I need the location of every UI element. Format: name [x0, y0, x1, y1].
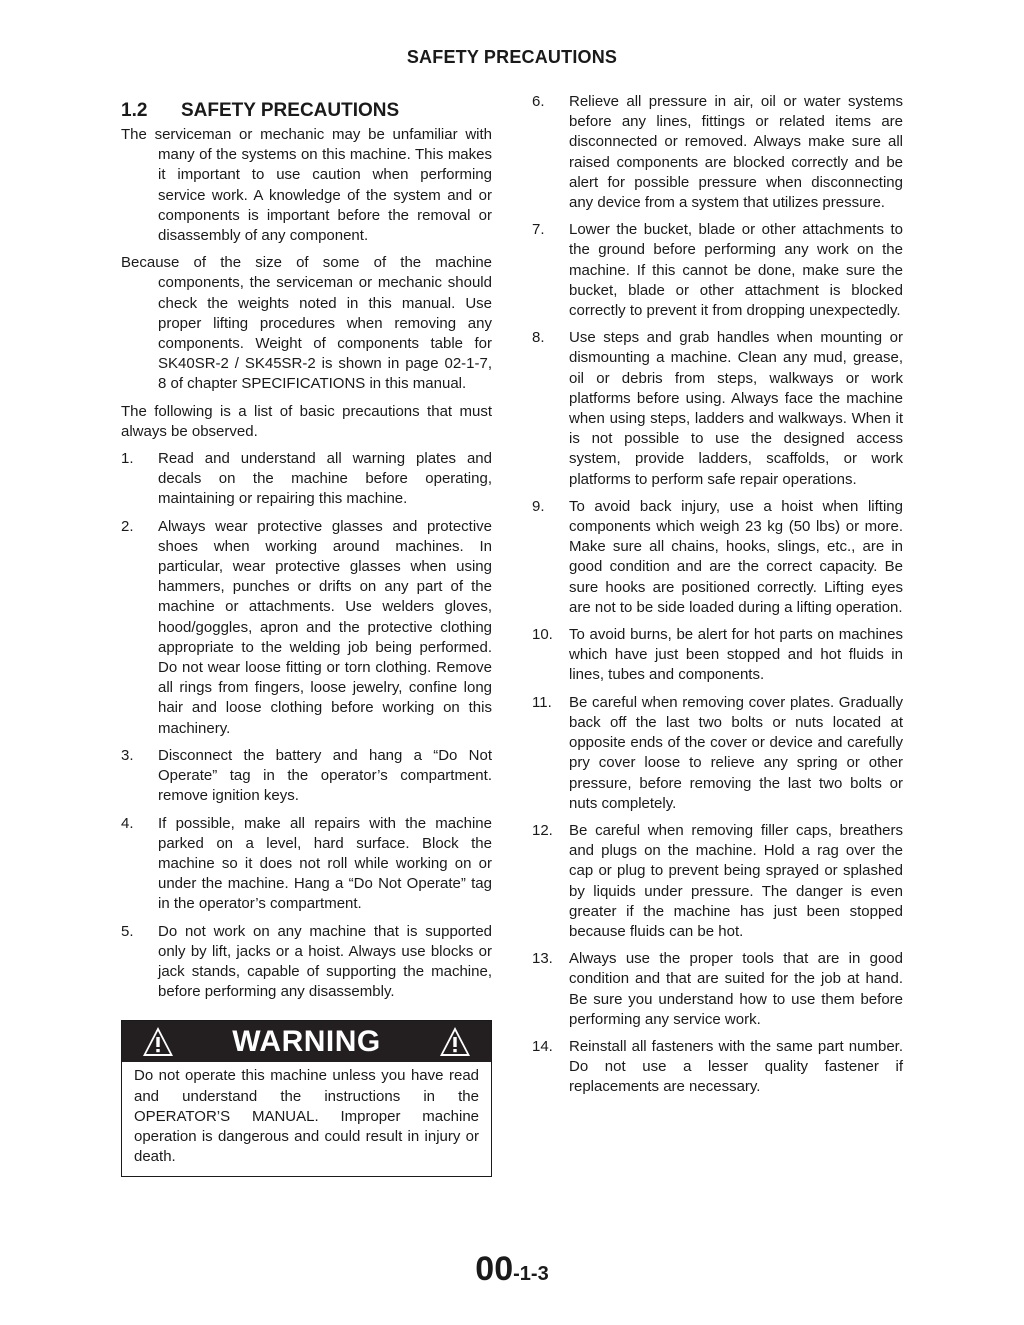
list-item — [532, 949, 903, 1030]
item-text: Always use the proper tools that are in good condition and that are suited for the job at hand. Be sure you understand how to use them before performing any service work. — [569, 950, 903, 1028]
item-text: Relieve all pressure in air, oil or water systems before any lines, fittings or related items are disconnected or removed. Always make sure all raised components are blocked correctly and be alert for possible pressure when disconnecting any device from a system that utilizes pressure. — [569, 93, 903, 212]
item-number: 4. — [121, 814, 134, 832]
item-text: If possible, make all repairs with the machine parked on a level, hard surface. Block the machine so it does not roll while working on or under the machine. Hang a “Do Not Operate” tag in the operator’s compartment. — [158, 814, 492, 913]
section-number: 1.2 — [121, 100, 148, 121]
item-text: Use steps and grab handles when mounting or dismounting a machine. Clean any mud, grease, oil or debris from steps, walkways or work platforms before using. Always face the machine when using steps, ladders and walkways. When it is not possible to use the designed access system, provide ladders, scaffolds, or work platforms to perform safe repair operations. — [569, 329, 903, 488]
warning-banner — [122, 1021, 491, 1062]
list-item — [121, 449, 492, 510]
section-title: SAFETY PRECAUTIONS — [181, 100, 400, 121]
warning-triangle-icon — [141, 1025, 175, 1059]
item-text: Disconnect the battery and hang a “Do Not Operate” tag in the operator’s compartment. remove ignition keys. — [158, 746, 492, 805]
item-text: Be careful when removing cover plates. Gradually back off the last two bolts or nuts located at opposite ends of the cover or device and carefully pry cover loose to relieve any spring or other pressure, before removing the last two bolts or nuts completely. — [569, 693, 903, 812]
list-item — [532, 497, 903, 618]
item-text: To avoid burns, be alert for hot parts on machines which have just been stopped and hot fluids in lines, tubes and components. — [569, 626, 903, 684]
item-text: Always wear protective glasses and protective shoes when working around machines. In particular, wear protective glasses when using hammers, punches or drifts on any part of the machine or attachments. Use welders gloves, hood/goggles, apron and the protective clothing appropriate to the welding job being performed. Do not wear loose fitting or torn clothing. Remove all rings from fingers, loose jewelry, confine long hair and loose clothing before working on this machinery. — [158, 517, 492, 737]
item-text: Reinstall all fasteners with the same part number. Do not use a lesser quality fastener if replacements are necessary. — [569, 1037, 903, 1096]
list-item — [121, 922, 492, 1003]
item-number: 12. — [532, 821, 553, 839]
item-number: 14. — [532, 1037, 553, 1055]
page-number — [0, 1250, 1024, 1289]
item-number: 1. — [121, 450, 134, 468]
intro-paragraph: Because of the size of some of the machine components, the serviceman or mechanic should check the weights noted in this manual. Use proper lifting procedures when removing any components. Weight of components table for SK40SR-2 / SK45SR-2 is shown in page 02-1-7, 8 of chapter SPECIFICATIONS in this manual. — [121, 254, 492, 393]
item-text: Do not work on any machine that is supported only by lift, jacks or a hoist. Always use blocks or jack stands, capable of supporting the machine, before performing any disassembly. — [158, 922, 492, 1001]
item-number: 7. — [532, 221, 545, 239]
section-heading — [121, 99, 492, 123]
warning-title: WARNING — [232, 1024, 381, 1058]
right-column — [532, 92, 903, 1105]
item-number: 2. — [121, 517, 134, 535]
left-column — [121, 92, 492, 1177]
intro-paragraph: The serviceman or mechanic may be unfamiliar with many of the systems on this machine. This makes it important to use caution when performing service work. A knowledge of the system and or components is important before the removal or disassembly of any component. — [121, 126, 492, 245]
list-item — [532, 821, 903, 942]
item-number: 9. — [532, 497, 545, 515]
list-item — [532, 328, 903, 490]
list-item — [121, 746, 492, 807]
item-text: Read and understand all warning plates and decals on the machine before operating, maintaining or repairing this machine. — [158, 450, 492, 508]
page-header: SAFETY PRECAUTIONS — [406, 47, 618, 67]
list-item — [121, 517, 492, 739]
list-item — [532, 92, 903, 213]
list-intro: The following is a list of basic precautions that must always be observed. — [121, 402, 492, 440]
item-text: Lower the bucket, blade or other attachments to the ground before performing any work on the machine. If this cannot be done, make sure the bucket, blade or other attachment is blocked correctly to prevent it from dropping unexpectedly. — [569, 221, 903, 320]
item-number: 13. — [532, 950, 553, 968]
item-number: 10. — [532, 626, 553, 644]
warning-text: Do not operate this machine unless you have read and understand the instructions in the OPERATOR’S MANUAL. Improper machine operation is dangerous and could result in injury or death. — [134, 1067, 479, 1166]
list-item — [532, 625, 903, 686]
warning-triangle-icon — [438, 1025, 472, 1059]
item-number: 11. — [532, 693, 552, 711]
item-number: 5. — [121, 922, 134, 940]
item-number: 8. — [532, 329, 545, 347]
item-text: To avoid back injury, use a hoist when lifting components which weigh 23 kg (50 lbs) or more. Make sure all chains, hooks, slings, etc., are in good condition and are the correct capacity. Be sure hooks are positioned correctly. Lifting eyes are not to be side loaded during a lifting operation. — [569, 497, 903, 616]
list-item — [121, 814, 492, 915]
list-item — [532, 1037, 903, 1098]
page-number-minor: -1-3 — [513, 1263, 549, 1285]
list-item — [532, 220, 903, 321]
item-number: 3. — [121, 746, 134, 764]
page-number-major: 00 — [475, 1250, 514, 1288]
list-item — [532, 693, 903, 814]
warning-box — [121, 1020, 492, 1177]
item-text: Be careful when removing filler caps, breathers and plugs on the machine. Hold a rag over the cap or plug to prevent being sprayed or splashed by liquids under pressure. The danger is even greater if the machine has just been stopped because fluids can be hot. — [569, 821, 903, 940]
item-number: 6. — [532, 93, 545, 110]
